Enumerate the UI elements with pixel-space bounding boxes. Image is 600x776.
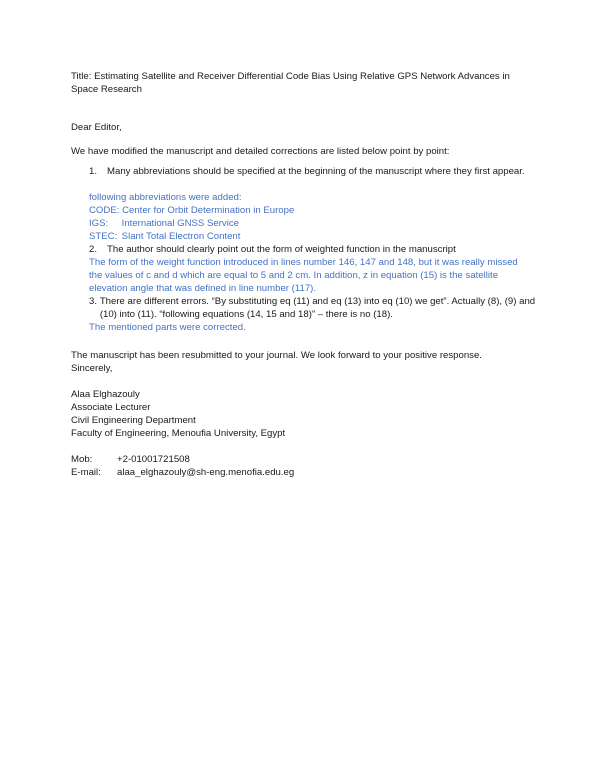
letter-title: Title: Estimating Satellite and Receiver Differential Code Bias Using Relative GPS Network Advances in Space Research (71, 71, 510, 95)
point-2 (89, 243, 529, 256)
email-line: E-mail: alaa_elghazouly@sh-eng.menofia.edu.eg (71, 467, 295, 478)
response-1 (89, 191, 529, 243)
intro-paragraph: We have modified the manuscript and detailed corrections are listed below point by point: (71, 146, 450, 157)
signatory-department: Civil Engineering Department (71, 415, 196, 426)
abbreviation-item: IGS: International GNSS Service (89, 218, 239, 229)
reviewer-comment: The author should clearly point out the form of weighted function in the manuscript (107, 244, 456, 255)
abbreviation-item: STEC: Slant Total Electron Content (89, 231, 241, 242)
response-3: The mentioned parts were corrected. (89, 322, 246, 333)
abbreviation-item: CODE: Center for Orbit Determination in Europe (89, 205, 295, 216)
reviewer-comment: Many abbreviations should be specified at the beginning of the manuscript where they first appear. (107, 166, 525, 177)
contact-block (71, 453, 531, 479)
response-intro: following abbreviations were added: (89, 192, 242, 203)
signatory-position: Associate Lecturer (71, 402, 151, 413)
closing-paragraph: The manuscript has been resubmitted to your journal. We look forward to your positive response. (71, 350, 482, 361)
reviewer-comment: There are different errors. “By substituting eq (11) and eq (13) into eq (10) we get”. Actually (8), (9) and (10) into (11). “following equations (14, 15 and 18)” – there is no (18). (99, 296, 536, 320)
point-number: 3. (89, 296, 98, 307)
signatory-affiliation: Faculty of Engineering, Menoufia University, Egypt (71, 428, 286, 439)
point-1 (89, 165, 529, 178)
point-number: 2. (89, 244, 98, 255)
signoff: Sincerely, (71, 363, 113, 374)
point-number: 1. (89, 166, 98, 177)
point-3 (89, 295, 539, 321)
mobile-line: Mob: +2-01001721508 (71, 454, 190, 465)
signatory-name: Alaa Elghazouly (71, 389, 140, 400)
email-address: alaa_elghazouly@sh-eng.menofia.edu.eg (117, 467, 295, 478)
salutation: Dear Editor, (71, 122, 122, 133)
response-2: The form of the weight function introduced in lines number 146, 147 and 148, but it was really missed the values of c and d which are equal to 5 and 2 cm. In addition, z in equation (15) is the satellite elevation angle that was defined in line number (117). (89, 257, 518, 294)
signature-block (71, 388, 531, 440)
mobile-number: +2-01001721508 (117, 454, 190, 465)
